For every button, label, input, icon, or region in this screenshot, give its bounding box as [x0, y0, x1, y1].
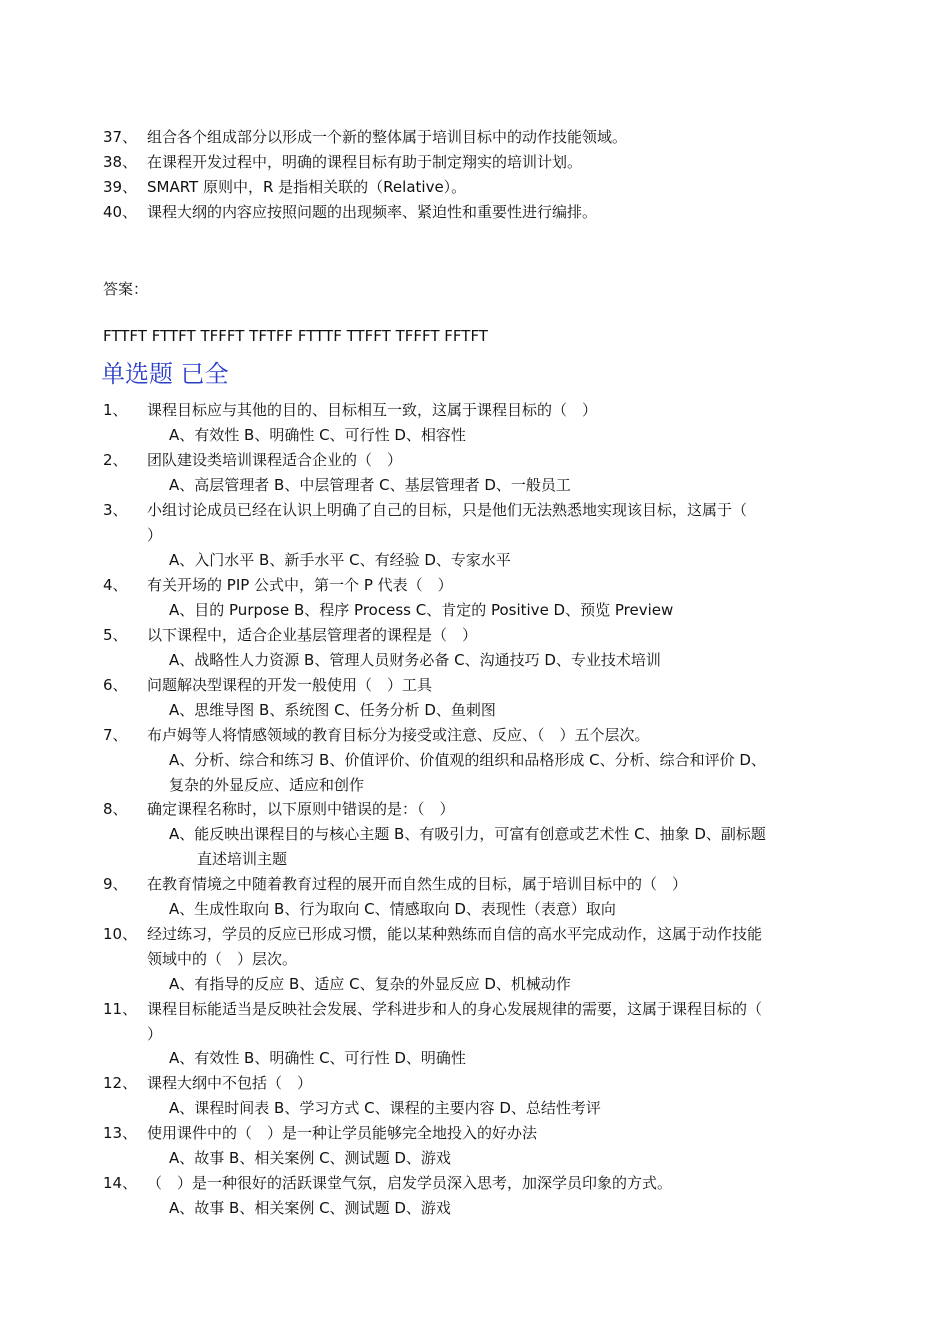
option-line: A、课程时间表 B、学习方式 C、课程的主要内容 D、总结性考评: [169, 1099, 601, 1117]
option-line: A、战略性人力资源 B、管理人员财务必备 C、沟通技巧 D、专业技术培训: [169, 651, 661, 669]
tf-question-37: [103, 125, 853, 150]
question-11: [103, 997, 853, 1047]
question-9: [103, 872, 853, 897]
options-5: [169, 648, 853, 673]
question-text: 组合各个组成部分以形成一个新的整体属于培训目标中的动作技能领域。: [147, 128, 628, 146]
answer-key: FTTFT FTTFT TFFFT TFTFF FTTTF TTFFT TFFFT FFTFT: [103, 327, 488, 345]
options-9: [169, 897, 853, 922]
question-14: [103, 1171, 853, 1196]
question-text: 课程大纲的内容应按照问题的出现频率、紧迫性和重要性进行编排。: [147, 203, 598, 221]
question-3: [103, 498, 853, 548]
question-text: 在课程开发过程中，明确的课程目标有助于制定翔实的培训计划。: [147, 153, 583, 171]
question-text: 布卢姆等人将情感领域的教育目标分为接受或注意、反应、（ ）五个层次。: [147, 726, 650, 744]
question-number: 12、: [103, 1074, 138, 1092]
question-number: 8、: [103, 800, 128, 818]
option-line: A、有效性 B、明确性 C、可行性 D、明确性: [169, 1049, 466, 1067]
option-line: A、能反映出课程目的与核心主题 B、有吸引力，可富有创意或艺术性 C、抽象 D、副标题: [169, 825, 766, 843]
question-2: [103, 448, 853, 473]
options-12: [169, 1096, 853, 1121]
question-text: （ ）是一种很好的活跃课堂气氛，启发学员深入思考，加深学员印象的方式。: [147, 1174, 673, 1192]
question-text: 有关开场的 PIP 公式中，第一个 P 代表（ ）: [147, 576, 453, 594]
answer-label: 答案：: [103, 280, 149, 298]
option-line-continued: 复杂的外显反应、适应和创作: [169, 775, 365, 794]
tf-question-38: [103, 150, 853, 175]
question-12: [103, 1071, 853, 1096]
question-text: 小组讨论成员已经在认识上明确了自己的目标，只是他们无法熟悉地实现该目标，这属于（: [147, 501, 748, 519]
options-13: [169, 1146, 853, 1171]
options-6: [169, 698, 853, 723]
options-4: [169, 598, 853, 623]
question-number: 6、: [103, 676, 128, 694]
question-text: 确定课程名称时，以下原则中错误的是：（ ）: [147, 800, 455, 818]
option-line: A、目的 Purpose B、程序 Process C、肯定的 Positive D、预览 Preview: [169, 601, 674, 619]
options-7: [169, 748, 853, 798]
question-text: 使用课件中的（ ）是一种让学员能够完全地投入的好办法: [147, 1124, 538, 1142]
question-number: 40、: [103, 203, 138, 221]
options-2: [169, 473, 853, 498]
question-1: [103, 398, 853, 423]
option-line: A、分析、综合和练习 B、价值评价、价值观的组织和品格形成 C、分析、综合和评价 D、: [169, 751, 766, 769]
question-text: 团队建设类培训课程适合企业的（ ）: [147, 451, 403, 469]
question-text-continued: ）: [147, 525, 163, 544]
option-line: A、故事 B、相关案例 C、测试题 D、游戏: [169, 1199, 451, 1217]
question-text-continued: 领域中的（ ）层次。: [147, 949, 298, 968]
question-text: 经过练习，学员的反应已形成习惯，能以某种熟练而自信的高水平完成动作，这属于动作技能: [147, 925, 763, 943]
question-text: 以下课程中，适合企业基层管理者的课程是（ ）: [147, 626, 478, 644]
question-text: 课程目标应与其他的目的、目标相互一致，这属于课程目标的（ ）: [147, 401, 598, 419]
question-number: 4、: [103, 576, 128, 594]
question-number: 37、: [103, 128, 138, 146]
option-line: A、有指导的反应 B、适应 C、复杂的外显反应 D、机械动作: [169, 975, 571, 993]
options-3: [169, 548, 853, 573]
question-5: [103, 623, 853, 648]
option-line: A、生成性取向 B、行为取向 C、情感取向 D、表现性（表意）取向: [169, 900, 616, 918]
question-4: [103, 573, 853, 598]
question-number: 14、: [103, 1174, 138, 1192]
options-10: [169, 972, 853, 997]
question-text: 课程目标能适当是反映社会发展、学科进步和人的身心发展规律的需要，这属于课程目标的（: [147, 1000, 763, 1018]
question-text: SMART 原则中，R 是指相关联的（Relative）。: [147, 178, 467, 196]
options-1: [169, 423, 853, 448]
question-text: 在教育情境之中随着教育过程的展开而自然生成的目标，属于培训目标中的（ ）: [147, 875, 688, 893]
question-number: 7、: [103, 726, 128, 744]
question-number: 39、: [103, 178, 138, 196]
question-7: [103, 723, 853, 748]
tf-question-40: [103, 200, 853, 225]
question-10: [103, 922, 853, 972]
question-text: 问题解决型课程的开发一般使用（ ）工具: [147, 676, 433, 694]
question-number: 2、: [103, 451, 128, 469]
question-number: 9、: [103, 875, 128, 893]
options-11: [169, 1046, 853, 1071]
options-14: [169, 1196, 853, 1221]
question-text-continued: ）: [147, 1024, 163, 1043]
question-6: [103, 673, 853, 698]
question-number: 3、: [103, 501, 128, 519]
question-number: 11、: [103, 1000, 138, 1018]
question-13: [103, 1121, 853, 1146]
question-number: 13、: [103, 1124, 138, 1142]
tf-question-39: [103, 175, 853, 200]
option-line: A、思维导图 B、系统图 C、任务分析 D、鱼刺图: [169, 701, 496, 719]
question-8: [103, 797, 853, 822]
question-number: 10、: [103, 925, 138, 943]
option-line: A、高层管理者 B、中层管理者 C、基层管理者 D、一般员工: [169, 476, 571, 494]
options-8: [169, 822, 853, 872]
option-line-continued: 直述培训主题: [197, 849, 288, 868]
question-number: 5、: [103, 626, 128, 644]
question-number: 38、: [103, 153, 138, 171]
option-line: A、有效性 B、明确性 C、可行性 D、相容性: [169, 426, 466, 444]
option-line: A、故事 B、相关案例 C、测试题 D、游戏: [169, 1149, 451, 1167]
question-number: 1、: [103, 401, 128, 419]
question-text: 课程大纲中不包括（ ）: [147, 1074, 313, 1092]
option-line: A、入门水平 B、新手水平 C、有经验 D、专家水平: [169, 551, 511, 569]
section-heading: 单选题 已全: [101, 360, 229, 388]
